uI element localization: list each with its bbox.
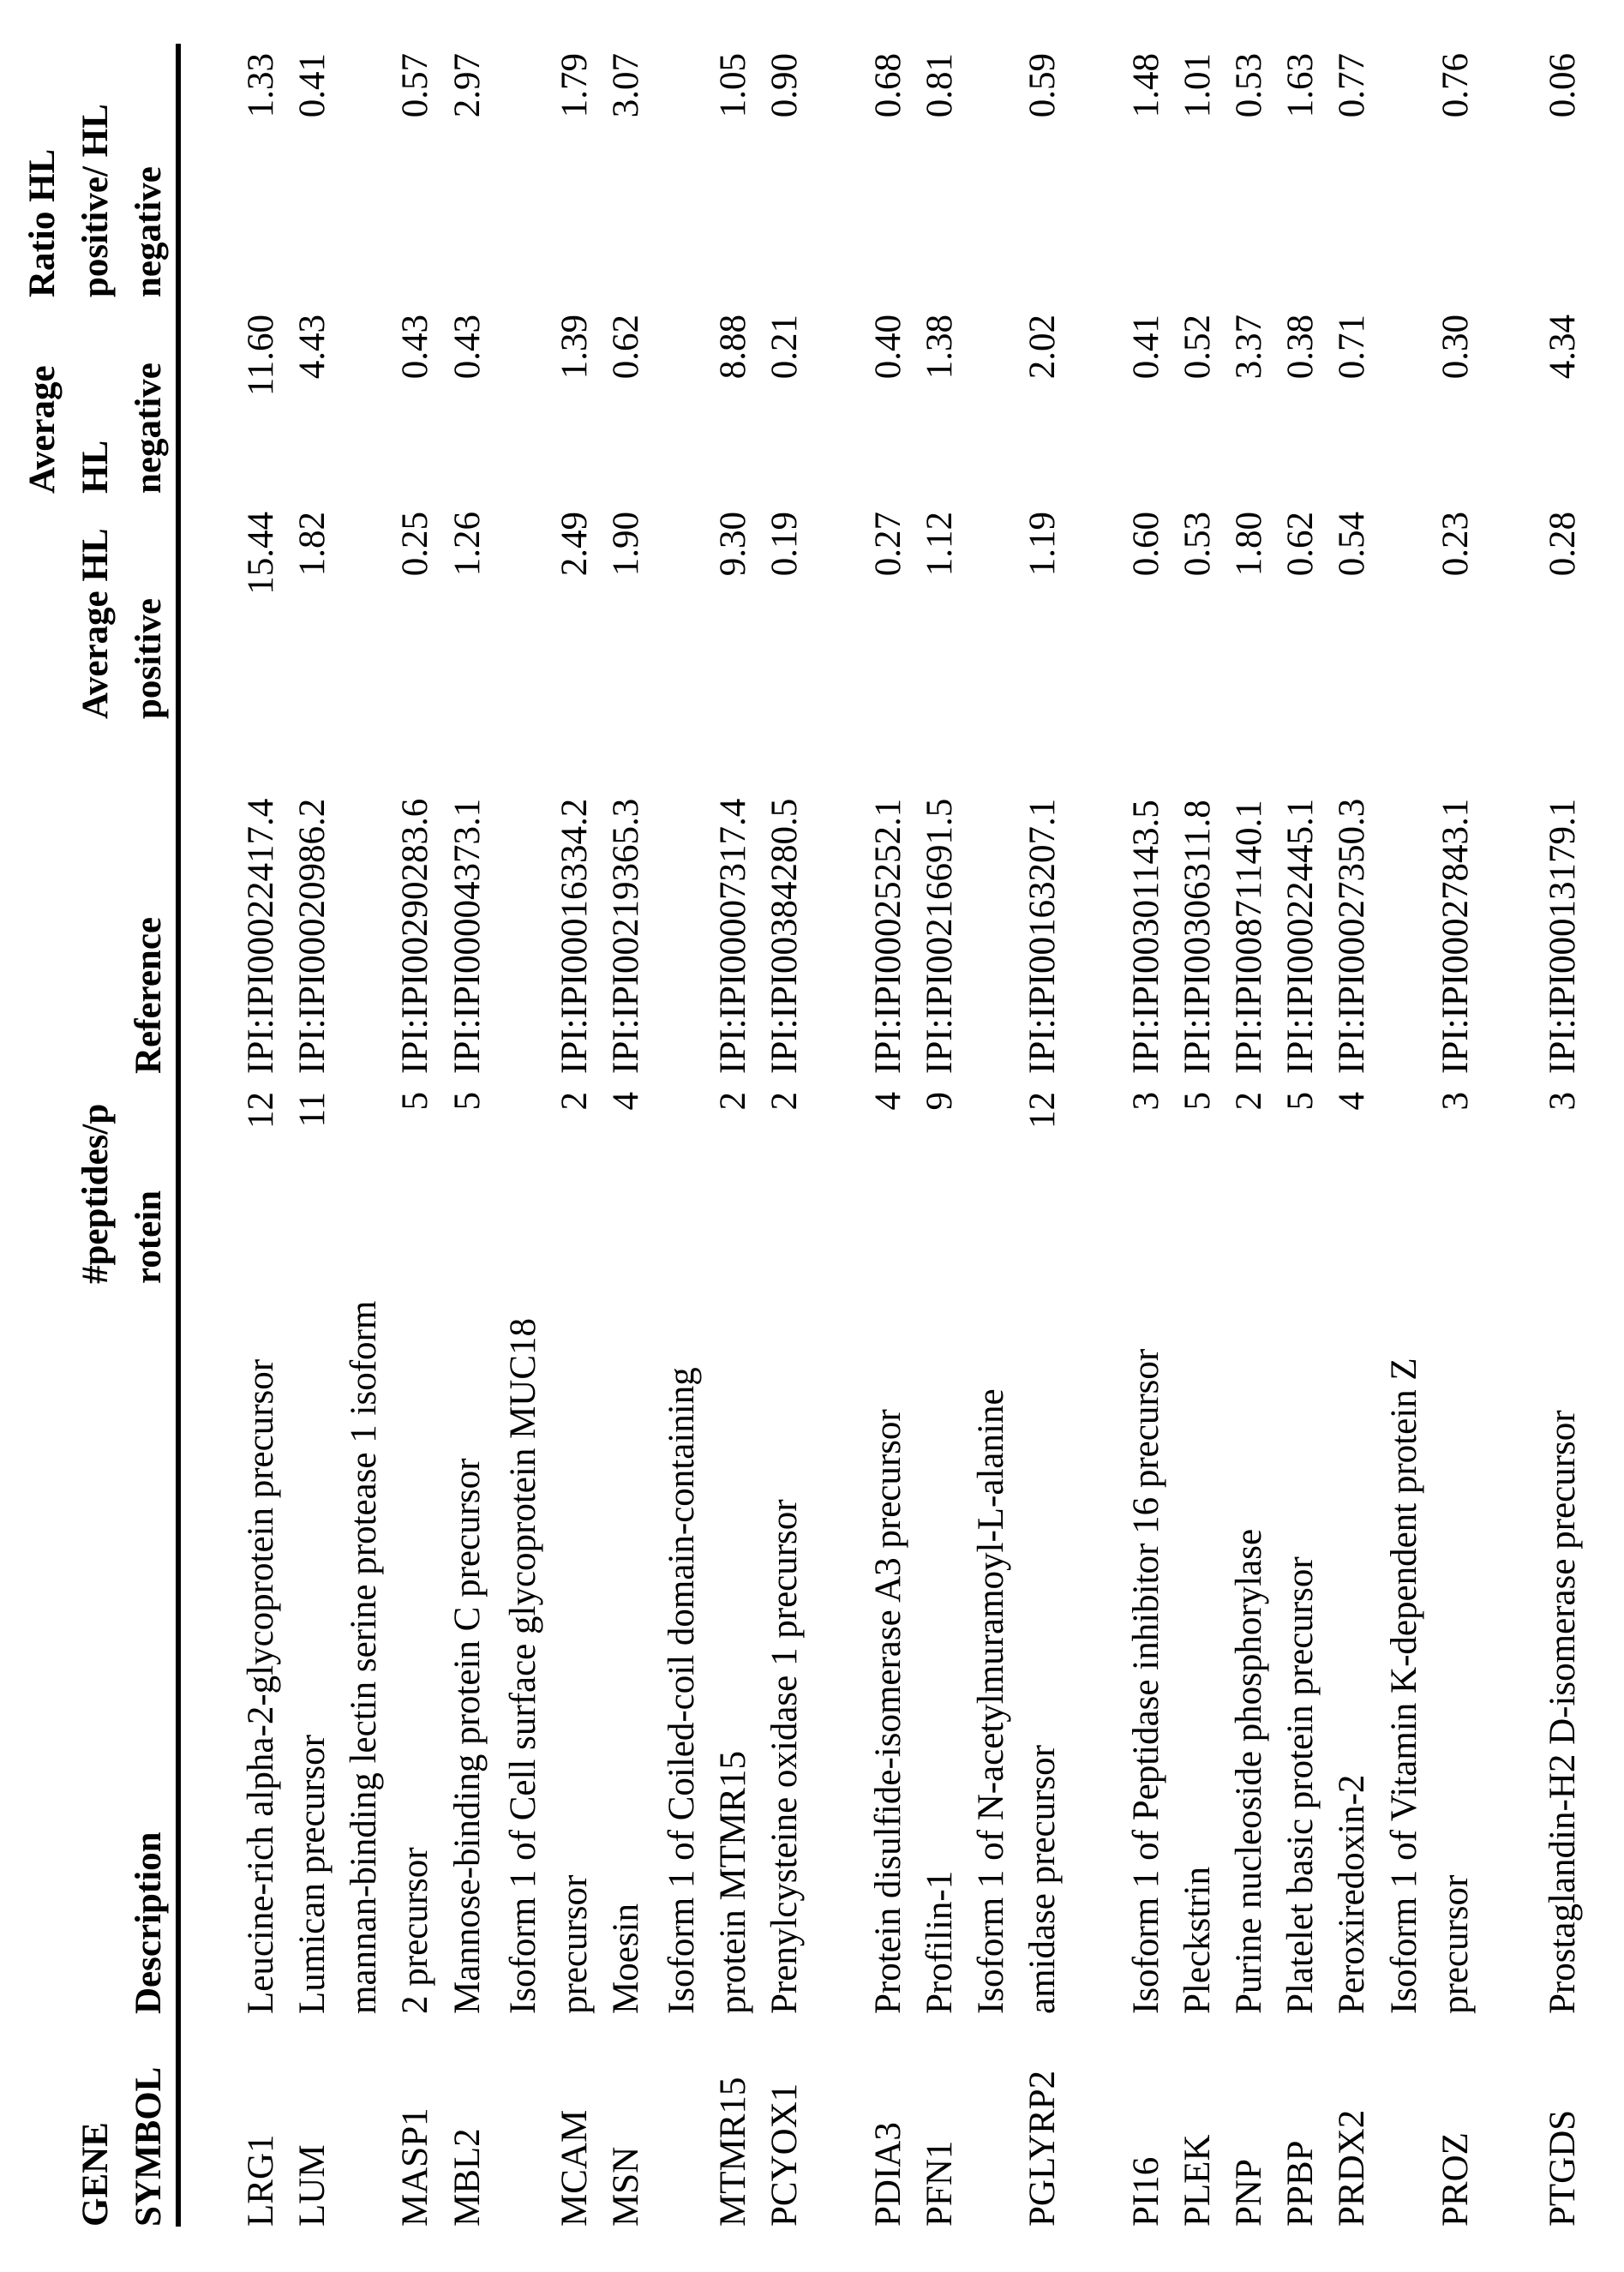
ratio-cell: 3.07 — [601, 44, 652, 297]
peptides-cell: 2 — [759, 1074, 811, 1284]
ratio-cell: 0.57 — [339, 44, 441, 297]
header-avg-negative: Average HL negative — [0, 297, 178, 494]
table-row — [1224, 44, 1275, 2227]
gene-symbol-cell: PLEK — [1172, 2014, 1224, 2227]
avg-positive-cell: 0.19 — [759, 494, 811, 719]
gene-symbol-cell: PFN1 — [914, 2014, 966, 2227]
reference-cell: IPI:IPI00219365.3 — [601, 719, 652, 1074]
ratio-cell: 0.76 — [1378, 44, 1482, 297]
reference-cell: IPI:IPI00004373.1 — [441, 719, 494, 1074]
avg-positive-cell: 0.25 — [339, 494, 441, 719]
avg-positive-cell: 0.28 — [1482, 494, 1589, 719]
peptides-cell: 2 — [652, 1074, 759, 1284]
avg-negative-cell: 0.62 — [601, 297, 652, 494]
description-cell: Moesin — [601, 1284, 652, 2014]
avg-negative-cell: 3.37 — [1224, 297, 1275, 494]
ratio-cell: 0.81 — [914, 44, 966, 297]
avg-positive-cell: 1.80 — [1224, 494, 1275, 719]
ratio-cell: 0.68 — [811, 44, 914, 297]
description-cell: Lumican precursor — [287, 1284, 339, 2014]
avg-negative-cell: 11.60 — [236, 297, 287, 494]
peptides-cell: 3 — [1378, 1074, 1482, 1284]
description-cell: Protein disulfide-isomerase A3 precursor — [811, 1284, 914, 2014]
table-row — [1275, 44, 1327, 2227]
peptides-cell: 5 — [1275, 1074, 1327, 1284]
description-cell: Prostaglandin-H2 D-isomerase precursor — [1482, 1284, 1589, 2014]
ratio-cell: 0.77 — [1327, 44, 1378, 297]
ratio-cell: 1.05 — [652, 44, 759, 297]
ratio-cell: 0.90 — [759, 44, 811, 297]
peptides-cell: 3 — [1482, 1074, 1589, 1284]
gene-symbol-cell: LUM — [287, 2014, 339, 2227]
description-cell: Isoform 1 of Coiled-coil domain-containing protein MTMR15 — [652, 1284, 759, 2014]
peptides-cell: 11 — [287, 1074, 339, 1284]
ratio-cell: 0.41 — [287, 44, 339, 297]
header-ratio: Ratio HL positive/ HL negative — [0, 44, 178, 297]
table-row — [652, 44, 759, 2227]
description-cell: Leucine-rich alpha-2-glycoprotein precursor — [236, 1284, 287, 2014]
avg-positive-cell: 0.54 — [1327, 494, 1378, 719]
reference-cell: IPI:IPI00027843.1 — [1378, 719, 1482, 1074]
ratio-cell: 0.53 — [1224, 44, 1275, 297]
ratio-cell: 1.48 — [1069, 44, 1172, 297]
avg-negative-cell: 0.40 — [811, 297, 914, 494]
avg-positive-cell: 0.62 — [1275, 494, 1327, 719]
description-cell: Isoform 1 of N-acetylmuramoyl-L-alanine amidase precursor — [966, 1284, 1069, 2014]
reference-cell: IPI:IPI00022445.1 — [1275, 719, 1327, 1074]
avg-negative-cell: 4.34 — [1482, 297, 1589, 494]
table-row — [339, 44, 441, 2227]
ratio-cell: 0.59 — [966, 44, 1069, 297]
gene-symbol-cell: PCYOX1 — [759, 2014, 811, 2227]
reference-cell: IPI:IPI00163207.1 — [966, 719, 1069, 1074]
gene-symbol-cell: PRDX2 — [1327, 2014, 1378, 2227]
reference-cell: IPI:IPI00301143.5 — [1069, 719, 1172, 1074]
peptides-cell: 9 — [914, 1074, 966, 1284]
gene-symbol-cell: MCAM — [494, 2014, 601, 2227]
table-row — [601, 44, 652, 2227]
header-gene-symbol: GENE SYMBOL — [0, 2014, 178, 2227]
peptides-cell: 12 — [236, 1074, 287, 1284]
reference-cell: IPI:IPI00020986.2 — [287, 719, 339, 1074]
description-cell: Prenylcysteine oxidase 1 precursor — [759, 1284, 811, 2014]
peptides-cell: 12 — [966, 1074, 1069, 1284]
avg-positive-cell: 0.23 — [1378, 494, 1482, 719]
header-peptides: #peptides/p rotein — [0, 1074, 178, 1284]
table-row — [1378, 44, 1482, 2227]
avg-negative-cell: 0.38 — [1275, 297, 1327, 494]
avg-negative-cell: 0.41 — [1069, 297, 1172, 494]
description-cell: Purine nucleoside phosphorylase — [1224, 1284, 1275, 2014]
avg-negative-cell: 0.43 — [441, 297, 494, 494]
table-row — [287, 44, 339, 2227]
description-cell: Isoform 1 of Vitamin K-dependent protein Z precursor — [1378, 1284, 1482, 2014]
peptides-cell: 2 — [1224, 1074, 1275, 1284]
gene-symbol-cell: PNP — [1224, 2014, 1275, 2227]
peptides-cell: 5 — [441, 1074, 494, 1284]
avg-positive-cell: 1.82 — [287, 494, 339, 719]
avg-negative-cell: 1.39 — [494, 297, 601, 494]
avg-negative-cell: 4.43 — [287, 297, 339, 494]
gene-symbol-cell: PDIA3 — [811, 2014, 914, 2227]
table-row — [759, 44, 811, 2227]
avg-negative-cell: 0.30 — [1378, 297, 1482, 494]
gene-symbol-cell: PPBP — [1275, 2014, 1327, 2227]
ratio-cell: 1.01 — [1172, 44, 1224, 297]
gene-symbol-cell: PGLYRP2 — [966, 2014, 1069, 2227]
avg-positive-cell: 15.44 — [236, 494, 287, 719]
avg-positive-cell: 1.19 — [966, 494, 1069, 719]
reference-cell: IPI:IPI00216691.5 — [914, 719, 966, 1074]
header-row — [0, 44, 178, 2227]
avg-negative-cell: 0.43 — [339, 297, 441, 494]
ratio-cell: 2.97 — [441, 44, 494, 297]
rotated-page — [0, 0, 1624, 2272]
avg-positive-cell: 9.30 — [652, 494, 759, 719]
peptides-cell: 4 — [601, 1074, 652, 1284]
avg-positive-cell: 1.26 — [441, 494, 494, 719]
description-cell: Isoform 1 of Peptidase inhibitor 16 precursor — [1069, 1284, 1172, 2014]
table-row — [811, 44, 914, 2227]
avg-positive-cell: 0.53 — [1172, 494, 1224, 719]
avg-positive-cell: 1.12 — [914, 494, 966, 719]
avg-negative-cell: 2.02 — [966, 297, 1069, 494]
peptides-cell: 3 — [1069, 1074, 1172, 1284]
gene-symbol-cell: MBL2 — [441, 2014, 494, 2227]
peptides-cell: 5 — [1172, 1074, 1224, 1284]
ratio-cell: 0.06 — [1482, 44, 1589, 297]
reference-cell: IPI:IPI00007317.4 — [652, 719, 759, 1074]
gene-symbol-cell: PTGDS — [1482, 2014, 1589, 2227]
table-row — [441, 44, 494, 2227]
gene-symbol-cell: MTMR15 — [652, 2014, 759, 2227]
gene-symbol-cell: PI16 — [1069, 2014, 1172, 2227]
table-row — [914, 44, 966, 2227]
header-avg-positive: Average HL positive — [0, 494, 178, 719]
protein-table — [0, 44, 1589, 2227]
table-row — [966, 44, 1069, 2227]
avg-positive-cell: 2.49 — [494, 494, 601, 719]
reference-cell: IPI:IPI00013179.1 — [1482, 719, 1589, 1074]
description-cell: Mannose-binding protein C precursor — [441, 1284, 494, 2014]
reference-cell: IPI:IPI00871140.1 — [1224, 719, 1275, 1074]
table-row — [494, 44, 601, 2227]
table-row — [1482, 44, 1589, 2227]
reference-cell: IPI:IPI00027350.3 — [1327, 719, 1378, 1074]
table-row — [1172, 44, 1224, 2227]
peptides-cell: 5 — [339, 1074, 441, 1284]
avg-negative-cell: 0.21 — [759, 297, 811, 494]
peptides-cell: 2 — [494, 1074, 601, 1284]
description-cell: Isoform 1 of Cell surface glycoprotein MUC18 precursor — [494, 1284, 601, 2014]
avg-negative-cell: 1.38 — [914, 297, 966, 494]
gene-symbol-cell: MSN — [601, 2014, 652, 2227]
reference-cell: IPI:IPI00384280.5 — [759, 719, 811, 1074]
avg-negative-cell: 0.52 — [1172, 297, 1224, 494]
reference-cell: IPI:IPI00016334.2 — [494, 719, 601, 1074]
header-spacer — [178, 44, 236, 2227]
ratio-cell: 1.33 — [236, 44, 287, 297]
header-reference: Reference — [0, 719, 178, 1074]
description-cell: Profilin-1 — [914, 1284, 966, 2014]
description-cell: Platelet basic protein precursor — [1275, 1284, 1327, 2014]
ratio-cell: 1.63 — [1275, 44, 1327, 297]
gene-symbol-cell: PROZ — [1378, 2014, 1482, 2227]
description-cell: mannan-binding lectin serine protease 1 isoform 2 precursor — [339, 1284, 441, 2014]
avg-positive-cell: 1.90 — [601, 494, 652, 719]
header-description: Description — [0, 1284, 178, 2014]
peptides-cell: 4 — [811, 1074, 914, 1284]
gene-symbol-cell: LRG1 — [236, 2014, 287, 2227]
table-row — [236, 44, 287, 2227]
table-row — [1069, 44, 1172, 2227]
description-cell: Peroxiredoxin-2 — [1327, 1284, 1378, 2014]
description-cell: Pleckstrin — [1172, 1284, 1224, 2014]
reference-cell: IPI:IPI00306311.8 — [1172, 719, 1224, 1074]
reference-cell: IPI:IPI00022417.4 — [236, 719, 287, 1074]
avg-negative-cell: 0.71 — [1327, 297, 1378, 494]
peptides-cell: 4 — [1327, 1074, 1378, 1284]
reference-cell: IPI:IPI00025252.1 — [811, 719, 914, 1074]
reference-cell: IPI:IPI00290283.6 — [339, 719, 441, 1074]
avg-positive-cell: 0.60 — [1069, 494, 1172, 719]
avg-positive-cell: 0.27 — [811, 494, 914, 719]
gene-symbol-cell: MASP1 — [339, 2014, 441, 2227]
table-row — [1327, 44, 1378, 2227]
avg-negative-cell: 8.88 — [652, 297, 759, 494]
ratio-cell: 1.79 — [494, 44, 601, 297]
